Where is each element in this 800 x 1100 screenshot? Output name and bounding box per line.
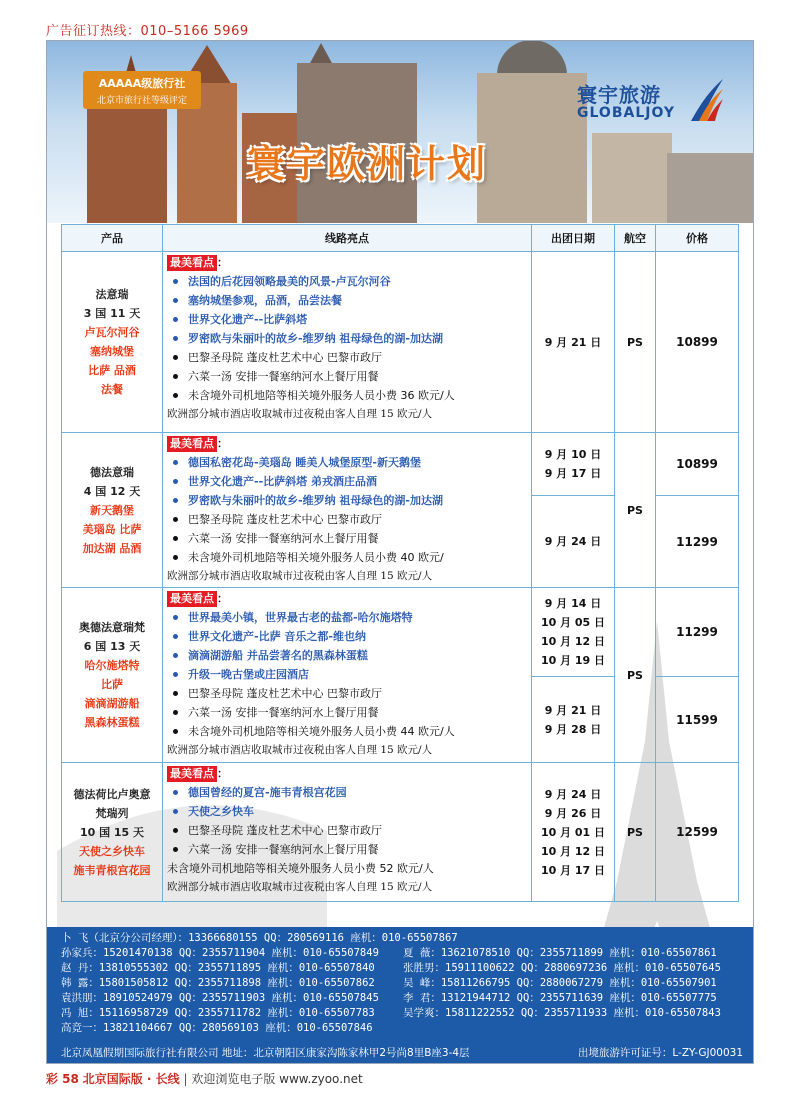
price-cell: 11299 bbox=[656, 588, 739, 677]
badge-subtitle: 北京市旅行社等级评定 bbox=[96, 96, 187, 106]
product-feature: 滴滴湖游船 bbox=[84, 697, 140, 710]
price-cell: 10899 bbox=[656, 433, 739, 496]
highlight-heading: 最美看点 bbox=[167, 255, 217, 271]
highlight-item bbox=[167, 272, 527, 291]
highlight-text: 滴滴湖游船 并品尝著名的黑森林蛋糕 bbox=[188, 649, 368, 662]
price-cell: 12599 bbox=[656, 763, 739, 902]
tax-note: 欧洲部分城市酒店收取城市过夜税由客人自理 15 欧元/人 bbox=[167, 570, 433, 582]
highlight-heading: 最美看点 bbox=[167, 766, 217, 782]
brand-logo bbox=[577, 77, 727, 133]
column-header-price: 价格 bbox=[656, 225, 739, 252]
highlights-cell bbox=[163, 763, 532, 902]
bullet-icon bbox=[173, 555, 178, 560]
bullet-icon bbox=[173, 691, 178, 696]
contact-left: 高竞一：13821104667 QQ：280569103 座机：010-65507846 bbox=[61, 1022, 373, 1034]
date-cell bbox=[532, 496, 615, 588]
wing-logo-icon bbox=[689, 77, 725, 123]
bullet-icon bbox=[173, 828, 178, 833]
highlight-text: 罗密欧与朱丽叶的故乡-维罗纳 祖母绿色的湖-加达湖 bbox=[188, 332, 443, 345]
bullet-icon bbox=[173, 615, 178, 620]
bullet-icon bbox=[173, 729, 178, 734]
highlight-item bbox=[167, 703, 527, 722]
table-header-row bbox=[62, 225, 739, 252]
column-header-product: 产品 bbox=[62, 225, 163, 252]
highlight-item bbox=[167, 802, 527, 821]
badge-title: AAAAA级旅行社 bbox=[98, 77, 186, 90]
highlight-text: 升级一晚古堡或庄园酒店 bbox=[188, 668, 309, 681]
highlight-colon: ： bbox=[217, 256, 228, 269]
column-header-airline: 航空 bbox=[615, 225, 656, 252]
product-feature: 哈尔施塔特 bbox=[84, 659, 140, 672]
bullet-icon bbox=[173, 847, 178, 852]
bullet-icon bbox=[173, 653, 178, 658]
highlight-item bbox=[167, 821, 527, 840]
product-feature: 新天鹅堡 bbox=[90, 503, 134, 517]
highlight-text: 天使之乡快车 bbox=[188, 805, 254, 818]
product-feature: 天使之乡快车 bbox=[79, 844, 145, 858]
bullet-icon bbox=[173, 336, 178, 341]
date-cell bbox=[532, 433, 615, 496]
departure-date: 9 月 14 日 bbox=[544, 597, 602, 610]
price-cell: 11599 bbox=[656, 677, 739, 763]
contact-right: 夏 薇：13621078510 QQ：2355711899 座机：010-65507861 bbox=[403, 947, 717, 959]
highlight-item bbox=[167, 684, 527, 703]
manager-contact: 卜 飞（北京分公司经理）：13366680155 QQ：280569116 座机：010-65507867 bbox=[61, 932, 458, 944]
highlight-item bbox=[167, 310, 527, 329]
product-feature: 施韦青根宫花园 bbox=[73, 863, 151, 877]
bullet-icon bbox=[173, 479, 178, 484]
banner bbox=[47, 41, 753, 223]
departure-date: 10 月 01 日 bbox=[540, 825, 606, 839]
product-name: 德法意瑞 bbox=[90, 465, 134, 479]
date-cell bbox=[532, 763, 615, 902]
product-name: 奥德法意瑞梵 bbox=[79, 621, 145, 634]
fee-note: 未含境外司机地陪等相关境外服务人员小费 52 欧元/人 bbox=[167, 862, 434, 875]
tax-note: 欧洲部分城市酒店收取城市过夜税由客人自理 15 欧元/人 bbox=[167, 408, 433, 420]
airline-cell: PS bbox=[615, 588, 656, 763]
contact-left: 冯 旭：15116958729 QQ：2355711782 座机：010-65507783 bbox=[61, 1007, 375, 1019]
departure-date: 9 月 10 日 bbox=[544, 448, 602, 461]
contact-left: 赵 丹：13810555302 QQ：2355711895 座机：010-65507840 bbox=[61, 962, 375, 974]
highlight-text: 未含境外司机地陪等相关境外服务人员小费 36 欧元/人 bbox=[188, 389, 455, 402]
departure-date: 9 月 21 日 bbox=[544, 335, 602, 349]
highlight-text: 塞纳城堡参观，品酒，品尝法餐 bbox=[188, 294, 342, 307]
tax-note: 欧洲部分城市酒店收取城市过夜税由客人自理 15 欧元/人 bbox=[167, 881, 433, 893]
contact-panel bbox=[47, 927, 753, 1063]
departure-date: 10 月 12 日 bbox=[540, 844, 606, 858]
highlight-text: 巴黎圣母院 蓬皮杜艺术中心 巴黎市政厅 bbox=[188, 824, 382, 837]
dome-shape bbox=[497, 41, 567, 75]
product-name: 法意瑞 bbox=[95, 288, 129, 301]
highlights-cell bbox=[163, 252, 532, 433]
bullet-icon bbox=[173, 672, 178, 677]
highlight-text: 巴黎圣母院 蓬皮杜艺术中心 巴黎市政厅 bbox=[188, 513, 382, 526]
bullet-icon bbox=[173, 317, 178, 322]
departure-date: 10 月 05 日 bbox=[540, 616, 606, 629]
date-cell bbox=[532, 677, 615, 763]
building-shape bbox=[477, 73, 587, 223]
product-days: 4 国 12 天 bbox=[83, 484, 141, 498]
highlight-text: 未含境外司机地陪等相关境外服务人员小费 44 欧元/人 bbox=[188, 725, 455, 738]
highlight-text: 六菜一汤 安排一餐塞纳河水上餐厅用餐 bbox=[188, 370, 379, 383]
highlight-text: 德国私密花岛-美瑙岛 睡美人城堡原型-新天鹅堡 bbox=[188, 456, 421, 469]
highlight-item bbox=[167, 548, 527, 567]
highlight-item bbox=[167, 627, 527, 646]
highlight-item bbox=[167, 840, 527, 859]
tour-table bbox=[61, 224, 739, 902]
bullet-icon bbox=[173, 279, 178, 284]
highlight-text: 六菜一汤 安排一餐塞纳河水上餐厅用餐 bbox=[188, 843, 379, 856]
building-shape bbox=[592, 133, 672, 223]
footer-divider: | bbox=[183, 1072, 188, 1086]
highlight-text: 未含境外司机地陪等相关境外服务人员小费 40 欧元/ bbox=[188, 551, 444, 564]
departure-date: 9 月 26 日 bbox=[544, 806, 602, 820]
column-header-dates: 出团日期 bbox=[532, 225, 615, 252]
departure-date: 9 月 24 日 bbox=[544, 535, 602, 548]
departure-date: 9 月 17 日 bbox=[544, 467, 602, 480]
highlight-text: 世界最美小镇，世界最古老的盐都-哈尔施塔特 bbox=[188, 611, 413, 624]
highlight-item bbox=[167, 472, 527, 491]
highlight-text: 世界文化遗产-比萨 音乐之都-维也纳 bbox=[188, 630, 366, 643]
page-number: 彩 58 bbox=[46, 1072, 79, 1086]
highlight-text: 德国曾经的夏宫-施韦青根宫花园 bbox=[188, 786, 347, 799]
highlight-item bbox=[167, 510, 527, 529]
contact-left: 袁洪朋：18910524979 QQ：2355711903 座机：010-65507845 bbox=[61, 992, 379, 1004]
bullet-icon bbox=[173, 298, 178, 303]
rating-badge bbox=[83, 71, 201, 109]
product-feature: 黑森林蛋糕 bbox=[84, 716, 140, 729]
product-cell bbox=[62, 588, 163, 763]
highlight-colon: ： bbox=[217, 592, 228, 605]
brand-name-en: GLOBALJOY bbox=[577, 105, 675, 121]
highlight-item bbox=[167, 386, 527, 405]
highlight-item bbox=[167, 329, 527, 348]
highlight-item bbox=[167, 367, 527, 386]
bullet-icon bbox=[173, 517, 178, 522]
tour-row bbox=[62, 252, 739, 433]
highlight-item bbox=[167, 608, 527, 627]
highlight-item bbox=[167, 722, 527, 741]
bullet-icon bbox=[173, 498, 178, 503]
airline-cell: PS bbox=[615, 252, 656, 433]
column-header-highlights: 线路亮点 bbox=[163, 225, 532, 252]
tax-note: 欧洲部分城市酒店收取城市过夜税由客人自理 15 欧元/人 bbox=[167, 744, 433, 756]
airline-cell: PS bbox=[615, 433, 656, 588]
product-cell bbox=[62, 252, 163, 433]
highlight-heading: 最美看点 bbox=[167, 436, 217, 452]
contact-right: 李 君：13121944712 QQ：2355711639 座机：010-65507775 bbox=[403, 992, 717, 1004]
highlight-text: 六菜一汤 安排一餐塞纳河水上餐厅用餐 bbox=[188, 532, 379, 545]
license-number: 出境旅游许可证号：L-ZY-GJ00031 bbox=[577, 1047, 743, 1059]
highlight-item bbox=[167, 291, 527, 310]
departure-date: 10 月 17 日 bbox=[540, 863, 606, 877]
highlight-colon: ： bbox=[217, 437, 228, 450]
company-address: 北京凤凰假期国际旅行社有限公司 地址：北京朝阳区康家沟陈家林甲2号尚8里B座3-4层 bbox=[61, 1047, 470, 1059]
website-link[interactable]: 欢迎浏览电子版 www.zyoo.net bbox=[191, 1072, 363, 1086]
departure-date: 10 月 19 日 bbox=[540, 654, 606, 667]
product-days: 10 国 15 天 bbox=[79, 825, 145, 839]
product-feature: 美瑙岛 比萨 bbox=[82, 522, 142, 536]
page-title: 寰宇欧洲计划 bbox=[247, 142, 488, 186]
product-name: 德法荷比卢奥意 bbox=[73, 787, 151, 801]
highlight-text: 世界文化遗产--比萨斜塔 bbox=[188, 313, 308, 326]
page-footer bbox=[46, 1070, 363, 1087]
product-feature: 加达湖 品酒 bbox=[82, 541, 142, 555]
highlight-item bbox=[167, 783, 527, 802]
product-feature: 法餐 bbox=[101, 383, 123, 396]
contact-right: 吴学爽：15811222552 QQ：2355711933 座机：010-65507843 bbox=[403, 1007, 721, 1019]
highlights-cell bbox=[163, 433, 532, 588]
price-cell: 10899 bbox=[656, 252, 739, 433]
departure-date: 9 月 24 日 bbox=[544, 787, 602, 801]
bullet-icon bbox=[173, 393, 178, 398]
product-days: 6 国 13 天 bbox=[83, 640, 141, 653]
bullet-icon bbox=[173, 790, 178, 795]
price-cell: 11299 bbox=[656, 496, 739, 588]
highlight-item bbox=[167, 646, 527, 665]
building-shape bbox=[667, 153, 753, 223]
highlight-text: 巴黎圣母院 蓬皮杜艺术中心 巴黎市政厅 bbox=[188, 687, 382, 700]
product-feature: 卢瓦尔河谷 bbox=[84, 326, 140, 339]
highlight-text: 法国的后花园领略最美的风景-卢瓦尔河谷 bbox=[188, 275, 391, 288]
building-shape bbox=[87, 103, 167, 223]
highlight-text: 巴黎圣母院 蓬皮杜艺术中心 巴黎市政厅 bbox=[188, 351, 382, 364]
highlight-item bbox=[167, 529, 527, 548]
product-feature: 比萨 bbox=[101, 678, 123, 691]
date-cell bbox=[532, 252, 615, 433]
highlight-text: 世界文化遗产--比萨斜塔 弟戎酒庄品酒 bbox=[188, 475, 377, 488]
contact-right: 吴 峰：15811266795 QQ：2880067279 座机：010-65507901 bbox=[403, 977, 717, 989]
highlight-item bbox=[167, 348, 527, 367]
ad-hotline: 广告征订热线：010–5166 5969 bbox=[46, 24, 249, 39]
highlight-item bbox=[167, 453, 527, 472]
product-cell bbox=[62, 433, 163, 588]
airline-cell: PS bbox=[615, 763, 656, 902]
product-feature: 比萨 品酒 bbox=[88, 364, 136, 377]
bullet-icon bbox=[173, 374, 178, 379]
product-days: 3 国 11 天 bbox=[83, 307, 141, 320]
bullet-icon bbox=[173, 460, 178, 465]
departure-date: 9 月 21 日 bbox=[544, 703, 602, 717]
highlight-text: 六菜一汤 安排一餐塞纳河水上餐厅用餐 bbox=[188, 706, 379, 719]
product-cell bbox=[62, 763, 163, 902]
departure-date: 9 月 28 日 bbox=[544, 722, 602, 736]
bullet-icon bbox=[173, 355, 178, 360]
highlight-heading: 最美看点 bbox=[167, 591, 217, 607]
tour-row bbox=[62, 588, 739, 677]
bullet-icon bbox=[173, 809, 178, 814]
highlights-cell bbox=[163, 588, 532, 763]
highlight-colon: ： bbox=[217, 767, 228, 780]
bullet-icon bbox=[173, 710, 178, 715]
product-name: 梵瑞列 bbox=[95, 806, 129, 820]
spire-shape bbox=[309, 43, 333, 65]
highlight-item bbox=[167, 491, 527, 510]
bullet-icon bbox=[173, 536, 178, 541]
tour-row bbox=[62, 763, 739, 902]
contact-left: 韩 露：15801505812 QQ：2355711898 座机：010-65507862 bbox=[61, 977, 375, 989]
date-cell bbox=[532, 588, 615, 677]
highlight-text: 罗密欧与朱丽叶的故乡-维罗纳 祖母绿色的湖-加达湖 bbox=[188, 494, 443, 507]
product-feature: 塞纳城堡 bbox=[90, 345, 134, 358]
departure-date: 10 月 12 日 bbox=[540, 635, 606, 648]
bullet-icon bbox=[173, 634, 178, 639]
tour-row bbox=[62, 433, 739, 496]
section-name: 北京国际版 · 长线 bbox=[82, 1072, 180, 1086]
page-frame bbox=[46, 40, 754, 1064]
brand-name-cn: 寰宇旅游 bbox=[577, 83, 661, 107]
contact-left: 孙家兵：15201470138 QQ：2355711904 座机：010-65507849 bbox=[61, 947, 379, 959]
contact-right: 张胜男：15911100622 QQ：2880697236 座机：010-65507645 bbox=[403, 962, 721, 974]
highlight-item bbox=[167, 665, 527, 684]
